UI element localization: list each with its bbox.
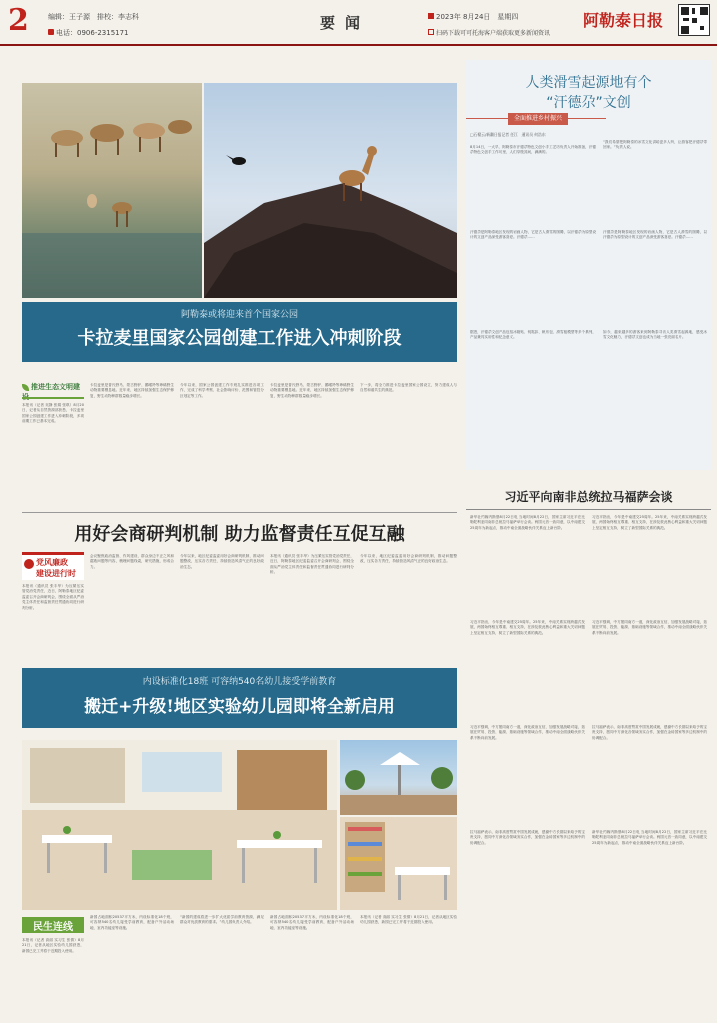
story3-kicker: 内设标准化18班 可容纳540名幼儿接受学前教育 [142,677,337,687]
gazelle-illustration [204,83,457,298]
story3-headline: 搬迁+升级!地区实验幼儿园即将全新启用 [84,697,395,717]
story2-col2: 会议聚焦政治监督、作风建设、群众身边不正之风和腐败问题等内容，梳理问题线索，研究措施，形成合力。 [90,554,174,569]
story3-col1: 本报讯（记者 高丽 实习生 张倩）8月21日，记者从地区实验幼儿园获悉，新园已完工并将于近期投入使用。 [22,938,84,953]
story1-col4: 卡拉麦里是普氏野马、蒙古野驴、鹅喉羚等珍稀野生动物重要栖息地。近年来，地区持续加强生态保护修复，野生动物种群数量稳步增长。 [270,383,354,398]
story2-col5: 今年以来，地区纪委监委用好会商研判机制，推动问题整改，压实各方责任，持续营造风清气正的良好政治生态。 [360,554,457,564]
rural-revival-tag: 全面推进乡村振兴 [508,113,568,125]
story3-banner [22,668,457,728]
story1-headline: 卡拉麦里国家公园创建工作进入冲刺阶段 [77,328,402,349]
xi-col1a: 新华社约翰内斯堡8月22日电 当地时间8月22日，国家主席习近平在比勒陀利亚同南非总统拉马福萨举行会谈。两国元首一致同意，以中南建交25周年为新起点，推动中南全面战略伙伴关系迈上新台阶。 [470,515,585,530]
xi-col2c: 拉马福萨表示，南非高度赞赏中国发展成就，感谢中方长期以来给予的宝贵支持，愿同中方深化各领域务实合作，加强在金砖国家等多边机制中的协调配合。 [592,725,707,740]
library-photo [340,817,457,910]
issue-date [428,12,518,22]
story1-banner [22,302,457,362]
xi-col2b: 习近平强调，中方愿同南方一道，深化政治互信，加强发展战略对接，拓展在贸易、投资、能源、基础设施等领域合作，推动中南全面战略伙伴关系不断向前发展。 [592,620,707,635]
phone-icon [48,29,54,35]
editor-credit: 编辑：王子源 排校：李志科 [48,13,139,21]
story1-col5: 下一步，将全力推进卡拉麦里国家公园设立，努力建成人与自然和谐共生的典范。 [360,383,457,393]
integrity-tag [22,552,84,580]
ecology-tag-label: 推进生态文明建 [31,383,80,391]
snow-col1: 8月14日，一大早，阿勒泰市汗德尕特色文创小手工艺坊负责人开始准备，汗德尕特色文创手工作坊里，人们穿梭其间，满满的。 [470,145,596,155]
story1-kicker: 阿勒泰或将迎来首个国家公园 [180,310,298,320]
scan-icon [428,29,434,35]
story1-col1: 本报讯（记者 吴静 张娟 张琪）8月20日，记者从自然资源部获悉，卡拉麦里国家公园创建工作进入冲刺阶段，多项前期工作已基本完成。 [22,403,84,424]
livelihood-tag: 民生连线 [22,917,84,933]
story3-col3: “新园的建成将进一步扩大优质学前教育资源，满足群众对优质教育的需求。”幼儿园负责人介绍。 [180,915,264,925]
playground-illustration [340,740,457,815]
phone-text: 电话：0906-2315171 [56,29,129,37]
tag-rule [22,397,84,399]
ecology-tag [22,382,84,394]
section-title: 要闻 [320,14,371,32]
classroom-photo [22,740,337,910]
playground-photo [340,740,457,815]
brand-logo: 阿勒泰日报 [583,11,664,30]
scan-hint [428,28,550,37]
story1-col2: 卡拉麦里是普氏野马、蒙古野驴、鹅喉羚等珍稀野生动物重要栖息地。近年来，地区持续加强生态保护修复，野生动物种群数量稳步增长。 [90,383,174,398]
snow-title-line1: 人类滑雪起源地有个 [525,75,652,91]
story1-col3: 今年以来，国家公园创建工作专班扎实推进各项工作，完成了科学考察、社会影响评价、范围和管控分区划定等工作。 [180,383,264,398]
integrity-tag-line2: 建设进行时 [36,569,76,578]
xi-col1d: 拉马福萨表示，南非高度赞赏中国发展成就，感谢中方长期以来给予的宝贵支持，愿同中方深化各领域务实合作，加强在金砖国家等多边机制中的协调配合。 [470,830,585,845]
story2-col1: 本报讯（通讯员 张丰华）为压紧压实管党治党责任，近日，阿勒泰地区纪委监委召开会商研判会，围绕全面从严治党主体责任和监督责任贯通协同进行研判分析。 [22,584,84,610]
snow-col2c: 如今，越来越多的游客来到阿勒泰寻访人类滑雪起源地，感受冰雪文化魅力，汗德尕文创也成为当地一张亮丽名片。 [603,330,707,340]
xi-col2a: 习近平指出，今年是中南建交25周年。25年来，中南关系实现跨越式发展，两国始终相互尊重、相互支持，在涉及彼此核心利益和重大关切问题上坚定相互支持，树立了新型国际关系的典范。 [592,515,707,530]
xi-col1b: 习近平指出，今年是中南建交25周年。25年来，中南关系实现跨越式发展，两国始终相互尊重、相互支持，在涉及彼此核心利益和重大关切问题上坚定相互支持，树立了新型国际关系的典范。 [470,620,585,635]
horses-photo [22,83,202,298]
date-text: 2023年 8月24日 星期四 [436,13,519,21]
story3-col2: 新园占地面积20537平方米，内设标准化18个班，可容纳540名幼儿接受学前教育，配备户外活动场地、室内功能室等设施。 [90,915,174,930]
xi-col1c: 习近平强调，中方愿同南方一道，深化政治互信，加强发展战略对接，拓展在贸易、投资、能源、基础设施等领域合作，推动中南全面战略伙伴关系不断向前发展。 [470,725,585,740]
page-number: 2 [8,3,29,38]
qr-code[interactable] [678,4,710,36]
story2-col3: 今年以来，地区纪委监委用好会商研判机制，推动问题整改，压实各方责任，持续营造风清气正的良好政治生态。 [180,554,264,569]
xi-headline: 习近平向南非总统拉马福萨会谈 [504,490,673,504]
snow-col2: “我们希望把阿勒泰的冰雪文化讲给更多人听，让游客把汗德尕带回家。”负责人说。 [603,140,707,150]
xi-col2d: 新华社约翰内斯堡8月22日电 当地时间8月22日，国家主席习近平在比勒陀利亚同南非总统拉马福萨举行会谈。两国元首一致同意，以中南建交25周年为新起点，推动中南全面战略伙伴关系迈上新台阶。 [592,830,707,845]
story2-col4: 本报讯（通讯员 张丰华）为压紧压实管党治党责任，近日，阿勒泰地区纪委监委召开会商研判会，围绕全面从严治党主体责任和监督责任贯通协同进行研判分析。 [270,554,354,575]
snow-col1c: 据悉，汗德尕文创产品包括冰箱贴、钥匙扣、帆布包、滑雪板模型等多个系列，产品兼具实用性和纪念意义。 [470,330,596,340]
gazelle-photo [204,83,457,298]
integrity-tag-line1: 党风廉政 [36,558,68,567]
snow-col2b: 汗德尕是阿勒泰地区发现的岩画人物，它是古人滑雪的图腾，以汗德尕为原型设计的文创产品深受游客喜爱。汗德尕…… [603,230,707,240]
xi-rule [466,509,711,510]
wild-horses-illustration [22,83,202,298]
story3-col4: 新园占地面积20537平方米，内设标准化18个班，可容纳540名幼儿接受学前教育，配备户外活动场地、室内功能室等设施。 [270,915,354,930]
calendar-icon [428,13,434,19]
story3-col5: 本报讯（记者 高丽 实习生 张倩）8月21日，记者从地区实验幼儿园获悉，新园已完工并将于近期投入使用。 [360,915,457,925]
phone-info [48,28,129,38]
snow-byline: □石榴云/新疆日报记者 任江 通讯员 何浩东 [470,132,546,137]
classroom-illustration [22,740,337,910]
flag-icon [24,559,34,569]
snow-title-line2: “汗德尕”文创 [546,95,631,111]
leaf-icon [22,384,29,391]
divider [22,512,457,513]
library-illustration [340,817,457,910]
snow-col1b: 汗德尕是阿勒泰地区发现的岩画人物，它是古人滑雪的图腾，以汗德尕为原型设计的文创产品深受游客喜爱。汗德尕…… [470,230,596,240]
scan-text: 扫码下载可可托海客户端获取更多新闻资讯 [436,30,551,37]
header-rule [0,44,717,46]
story2-headline: 用好会商研判机制 助力监督责任互促互融 [74,524,405,545]
